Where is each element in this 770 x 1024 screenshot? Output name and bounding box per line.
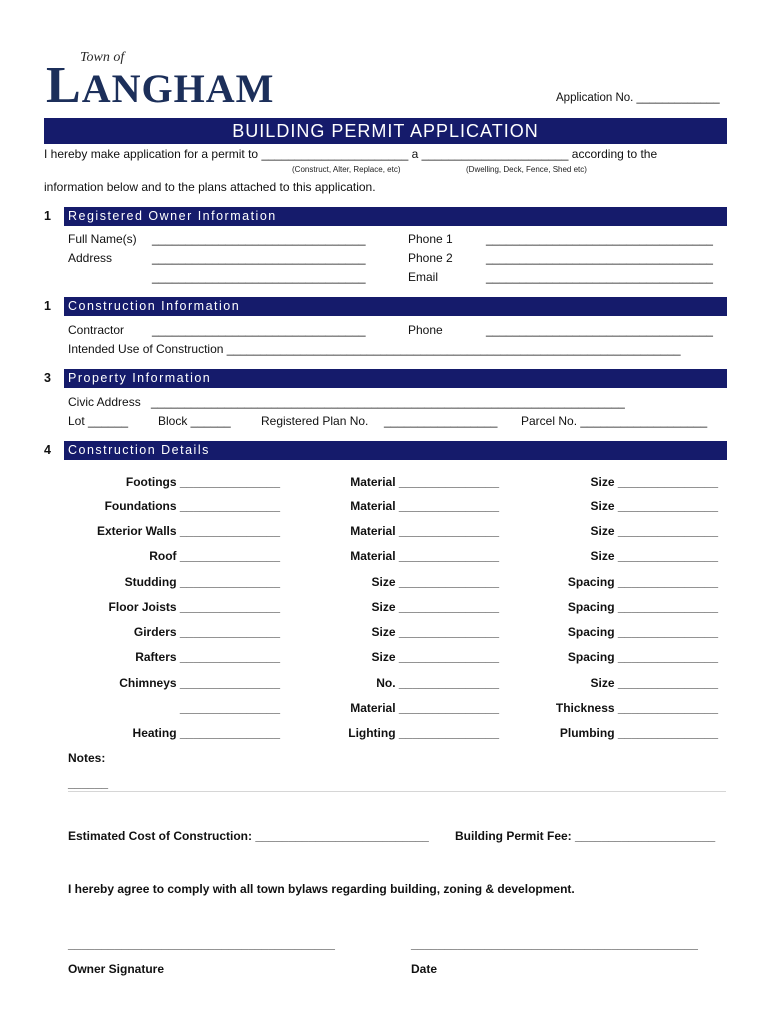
detail-chimneys-size[interactable]: Size _______________ xyxy=(590,676,718,690)
detail-rafters-spacing[interactable]: Spacing _______________ xyxy=(567,650,718,664)
parcel-field[interactable]: Parcel No. ___________________ xyxy=(521,414,708,428)
section-details-header xyxy=(44,441,727,460)
owner-signature-line[interactable]: ________________________________________ xyxy=(68,937,335,951)
detail-foundations[interactable]: Foundations _______________ xyxy=(104,499,280,513)
owner-address-field[interactable]: ________________________________ xyxy=(152,251,366,265)
section-number: 1 xyxy=(44,297,64,316)
registered-plan-label: Registered Plan No. xyxy=(261,414,369,428)
contractor-label: Contractor xyxy=(68,323,125,337)
notes-divider xyxy=(68,791,726,792)
section-construction-header xyxy=(44,297,727,316)
section-title: Property Information xyxy=(68,371,212,385)
civic-address-label: Civic Address xyxy=(68,395,141,409)
detail-other-material[interactable]: Material _______________ xyxy=(350,701,499,715)
date-line[interactable]: ___________________________________________ xyxy=(411,937,698,951)
date-label: Date xyxy=(411,962,438,976)
detail-girders-size[interactable]: Size _______________ xyxy=(371,625,499,639)
detail-studding-spacing[interactable]: Spacing _______________ xyxy=(567,575,718,589)
section-number: 3 xyxy=(44,369,64,388)
logo-rest-letters: ANGHAM xyxy=(81,66,275,111)
lot-field[interactable]: Lot ______ xyxy=(68,414,129,428)
owner-full-names-field[interactable]: ________________________________ xyxy=(152,232,366,246)
contractor-phone-label: Phone xyxy=(408,323,443,337)
section-owner-header xyxy=(44,207,727,226)
owner-address-label: Address xyxy=(68,251,113,265)
detail-floor-joists[interactable]: Floor Joists _______________ xyxy=(108,600,280,614)
owner-email-field[interactable]: __________________________________ xyxy=(486,270,713,284)
section-property-header xyxy=(44,369,727,388)
detail-exterior-walls-size[interactable]: Size _______________ xyxy=(590,524,718,538)
detail-rafters[interactable]: Rafters _______________ xyxy=(135,650,280,664)
detail-rafters-size[interactable]: Size _______________ xyxy=(371,650,499,664)
section-number: 4 xyxy=(44,441,64,460)
detail-roof-material[interactable]: Material _______________ xyxy=(350,549,499,563)
owner-phone2-label: Phone 2 xyxy=(408,251,453,265)
detail-other[interactable]: _______________ xyxy=(179,701,280,715)
notes-label: Notes: xyxy=(68,751,106,765)
intro-line-2: information below and to the plans attached to this application. xyxy=(44,180,376,194)
owner-phone1-label: Phone 1 xyxy=(408,232,453,246)
owner-phone2-field[interactable]: __________________________________ xyxy=(486,251,713,265)
detail-floor-joists-spacing[interactable]: Spacing _______________ xyxy=(567,600,718,614)
section-title: Construction Details xyxy=(68,443,210,457)
detail-roof[interactable]: Roof _______________ xyxy=(149,549,280,563)
block-field[interactable]: Block ______ xyxy=(158,414,231,428)
detail-girders[interactable]: Girders _______________ xyxy=(133,625,280,639)
permit-fee-field[interactable]: Building Permit Fee: _____________________ xyxy=(455,829,716,843)
section-title: Registered Owner Information xyxy=(68,209,277,223)
logo-cap-letter: L xyxy=(46,57,82,114)
section-number: 1 xyxy=(44,207,64,226)
detail-exterior-walls[interactable]: Exterior Walls _______________ xyxy=(96,524,280,538)
detail-foundations-material[interactable]: Material _______________ xyxy=(350,499,499,513)
contractor-phone-field[interactable]: __________________________________ xyxy=(486,323,713,337)
detail-exterior-walls-material[interactable]: Material _______________ xyxy=(350,524,499,538)
owner-signature-label: Owner Signature xyxy=(68,962,165,976)
notes-field[interactable]: ______ xyxy=(68,776,109,790)
agreement-text: I hereby agree to comply with all town bylaws regarding building, zoning & development. xyxy=(68,882,575,896)
intro-hint-construct: (Construct, Alter, Replace, etc) xyxy=(292,165,401,174)
intro-hint-dwelling: (Dwelling, Deck, Fence, Shed etc) xyxy=(466,165,587,174)
contractor-field[interactable]: ________________________________ xyxy=(152,323,366,337)
form-title: BUILDING PERMIT APPLICATION xyxy=(44,118,727,144)
detail-footings-size[interactable]: Size _______________ xyxy=(590,475,718,489)
detail-foundations-size[interactable]: Size _______________ xyxy=(590,499,718,513)
detail-footings[interactable]: Footings _______________ xyxy=(125,475,280,489)
civic-address-field[interactable]: _______________________________________________________________________ xyxy=(151,395,625,409)
detail-chimneys-number[interactable]: No. _______________ xyxy=(376,676,499,690)
section-title: Construction Information xyxy=(68,299,241,313)
owner-email-label: Email xyxy=(408,270,439,284)
registered-plan-field[interactable]: _________________ xyxy=(384,414,498,428)
detail-lighting[interactable]: Lighting _______________ xyxy=(348,726,499,740)
detail-girders-spacing[interactable]: Spacing _______________ xyxy=(567,625,718,639)
detail-studding-size[interactable]: Size _______________ xyxy=(371,575,499,589)
intended-use-field[interactable]: Intended Use of Construction ____________________________________________________________________ xyxy=(68,342,681,356)
intro-line-1[interactable]: I hereby make application for a permit to ______________________ a ______________________ according to the xyxy=(44,147,658,161)
detail-roof-size[interactable]: Size _______________ xyxy=(590,549,718,563)
detail-floor-joists-size[interactable]: Size _______________ xyxy=(371,600,499,614)
detail-chimneys[interactable]: Chimneys _______________ xyxy=(119,676,280,690)
detail-studding[interactable]: Studding _______________ xyxy=(124,575,280,589)
detail-heating[interactable]: Heating _______________ xyxy=(132,726,280,740)
detail-plumbing[interactable]: Plumbing _______________ xyxy=(559,726,718,740)
logo-town-of: Town of xyxy=(80,50,125,65)
owner-phone1-field[interactable]: __________________________________ xyxy=(486,232,713,246)
detail-footings-material[interactable]: Material _______________ xyxy=(350,475,499,489)
detail-other-thickness[interactable]: Thickness _______________ xyxy=(555,701,718,715)
application-number[interactable]: Application No. _____________ xyxy=(556,92,720,104)
owner-address-field-2[interactable]: ________________________________ xyxy=(152,270,366,284)
owner-full-names-label: Full Name(s) xyxy=(68,232,137,246)
estimated-cost-field[interactable]: Estimated Cost of Construction: __________________________ xyxy=(68,829,429,843)
